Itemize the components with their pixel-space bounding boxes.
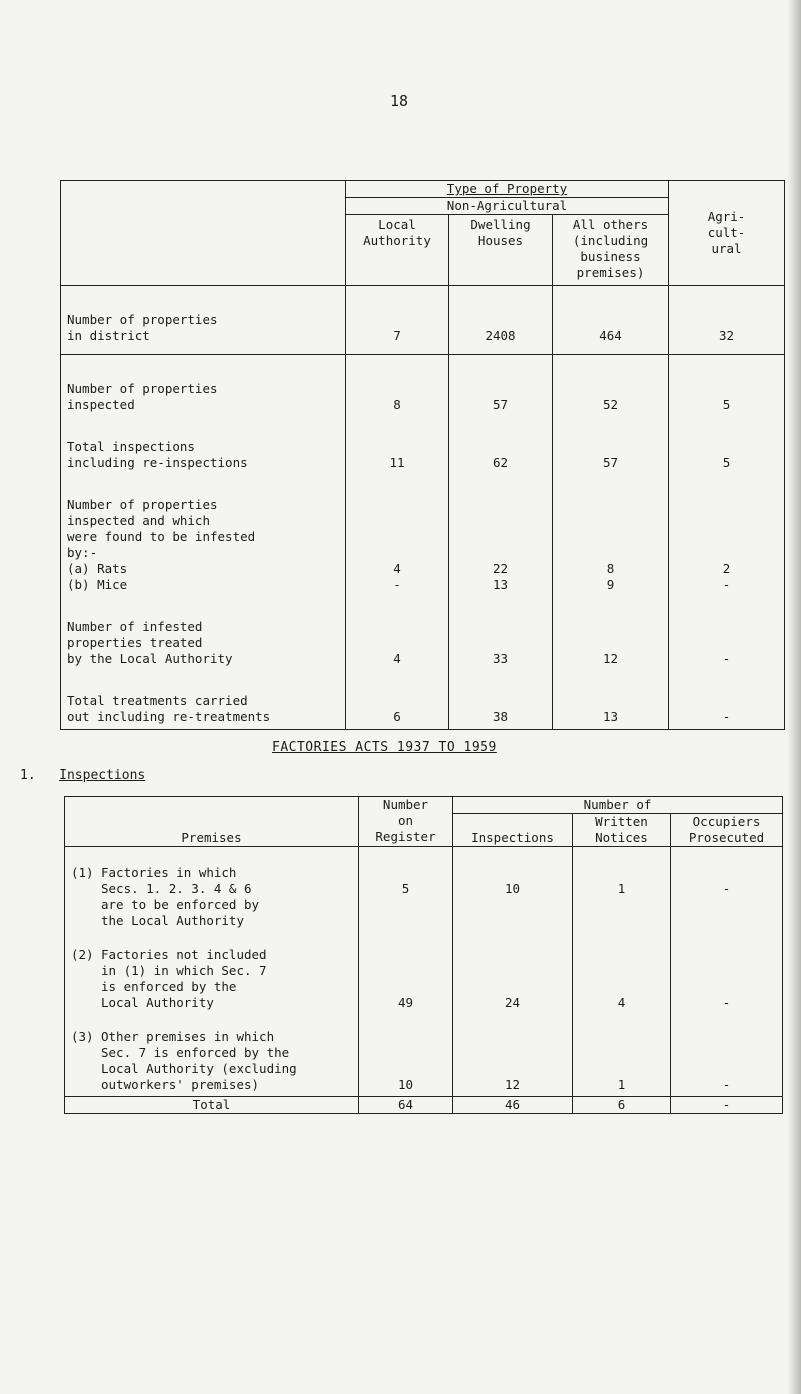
table-row: [61, 413, 785, 471]
table-row: [65, 847, 783, 930]
row-label: Total inspections including re-inspections: [61, 413, 346, 471]
local-authority-value: 8: [346, 355, 449, 414]
local-authority-value: 7: [346, 286, 449, 355]
page-number: 18: [390, 92, 409, 110]
row-label: Number of properties inspected and which were found to be infested by:- (a) Rats (b) Mice: [61, 471, 346, 593]
factories-acts-title: FACTORIES ACTS 1937 TO 1959: [272, 740, 497, 755]
row-label: Total treatments carried out including re-treatments: [61, 667, 346, 730]
dwelling-houses-value: 2408: [449, 286, 553, 355]
table-row: [65, 929, 783, 1011]
notices-value: 1: [573, 847, 671, 930]
row-number: (2): [71, 947, 94, 962]
blank-corner-cell: [61, 181, 346, 286]
agricultural-value: 5: [669, 355, 785, 414]
inspections-header: Inspections: [453, 814, 573, 847]
notices-value: 4: [573, 929, 671, 1011]
register-value: 5: [359, 847, 453, 930]
written-notices-header: Written Notices: [573, 814, 671, 847]
prosecuted-value: -: [671, 847, 783, 930]
agricultural-value: -: [669, 593, 785, 667]
all-others-value: 57: [553, 413, 669, 471]
table-row: [61, 471, 785, 593]
row-number: (1): [71, 865, 94, 880]
local-authority-value: 4: [346, 593, 449, 667]
premises-label: Factories not included in (1) in which Sec. 7 is enforced by the Local Authority: [101, 947, 267, 1010]
notices-value: 1: [573, 1011, 671, 1097]
agricultural-value: 32: [669, 286, 785, 355]
total-register: 64: [359, 1097, 453, 1114]
register-value: 10: [359, 1011, 453, 1097]
number-on-register-header: Number on Register: [359, 797, 453, 847]
all-others-value: 12: [553, 593, 669, 667]
prosecuted-value: -: [671, 1011, 783, 1097]
row-number: (3): [71, 1029, 94, 1044]
local-authority-value: 4 -: [346, 471, 449, 593]
table-row: [61, 286, 785, 355]
agricultural-value: 5: [669, 413, 785, 471]
total-row: [65, 1097, 783, 1114]
row-label: Number of properties inspected: [61, 355, 346, 414]
all-others-value: 52: [553, 355, 669, 414]
inspections-value: 12: [453, 1011, 573, 1097]
non-agricultural-header: Non-Agricultural: [346, 198, 669, 215]
table-row: [61, 593, 785, 667]
dwelling-houses-value: 38: [449, 667, 553, 730]
agricultural-value: -: [669, 667, 785, 730]
table-row: [65, 1011, 783, 1097]
local-authority-value: 6: [346, 667, 449, 730]
premises-label: Other premises in which Sec. 7 is enforced by the Local Authority (excluding outworkers' premises): [101, 1029, 297, 1092]
agricultural-value: 2 -: [669, 471, 785, 593]
inspections-title: Inspections: [59, 768, 146, 783]
total-label: Total: [65, 1097, 359, 1114]
inspections-number: 1.: [20, 768, 36, 783]
inspections-heading: [20, 768, 145, 783]
page-edge-shadow: [787, 0, 801, 1394]
total-inspections: 46: [453, 1097, 573, 1114]
premises-cell: [65, 847, 359, 930]
factories-inspections-table: [64, 796, 783, 1114]
all-others-value: 464: [553, 286, 669, 355]
number-of-header: Number of: [453, 797, 783, 814]
dwelling-houses-header: Dwelling Houses: [449, 215, 553, 286]
premises-cell: [65, 929, 359, 1011]
register-value: 49: [359, 929, 453, 1011]
dwelling-houses-value: 22 13: [449, 471, 553, 593]
row-label: Number of infested properties treated by the Local Authority: [61, 593, 346, 667]
table-row: [61, 355, 785, 414]
premises-header: Premises: [65, 797, 359, 847]
all-others-header: All others (including business premises): [553, 215, 669, 286]
property-type-table: [60, 180, 785, 730]
table-row: [61, 667, 785, 730]
inspections-value: 24: [453, 929, 573, 1011]
local-authority-header: Local Authority: [346, 215, 449, 286]
local-authority-value: 11: [346, 413, 449, 471]
inspections-value: 10: [453, 847, 573, 930]
dwelling-houses-value: 33: [449, 593, 553, 667]
dwelling-houses-value: 57: [449, 355, 553, 414]
total-notices: 6: [573, 1097, 671, 1114]
premises-cell: [65, 1011, 359, 1097]
total-prosecuted: -: [671, 1097, 783, 1114]
type-of-property-header: Type of Property: [346, 181, 669, 198]
all-others-value: 8 9: [553, 471, 669, 593]
dwelling-houses-value: 62: [449, 413, 553, 471]
all-others-value: 13: [553, 667, 669, 730]
premises-label: Factories in which Secs. 1. 2. 3. 4 & 6 are to be enforced by the Local Authority: [101, 865, 260, 928]
occupiers-prosecuted-header: Occupiers Prosecuted: [671, 814, 783, 847]
prosecuted-value: -: [671, 929, 783, 1011]
agricultural-header: Agri- cult- ural: [669, 181, 785, 286]
row-label: Number of properties in district: [61, 286, 346, 355]
